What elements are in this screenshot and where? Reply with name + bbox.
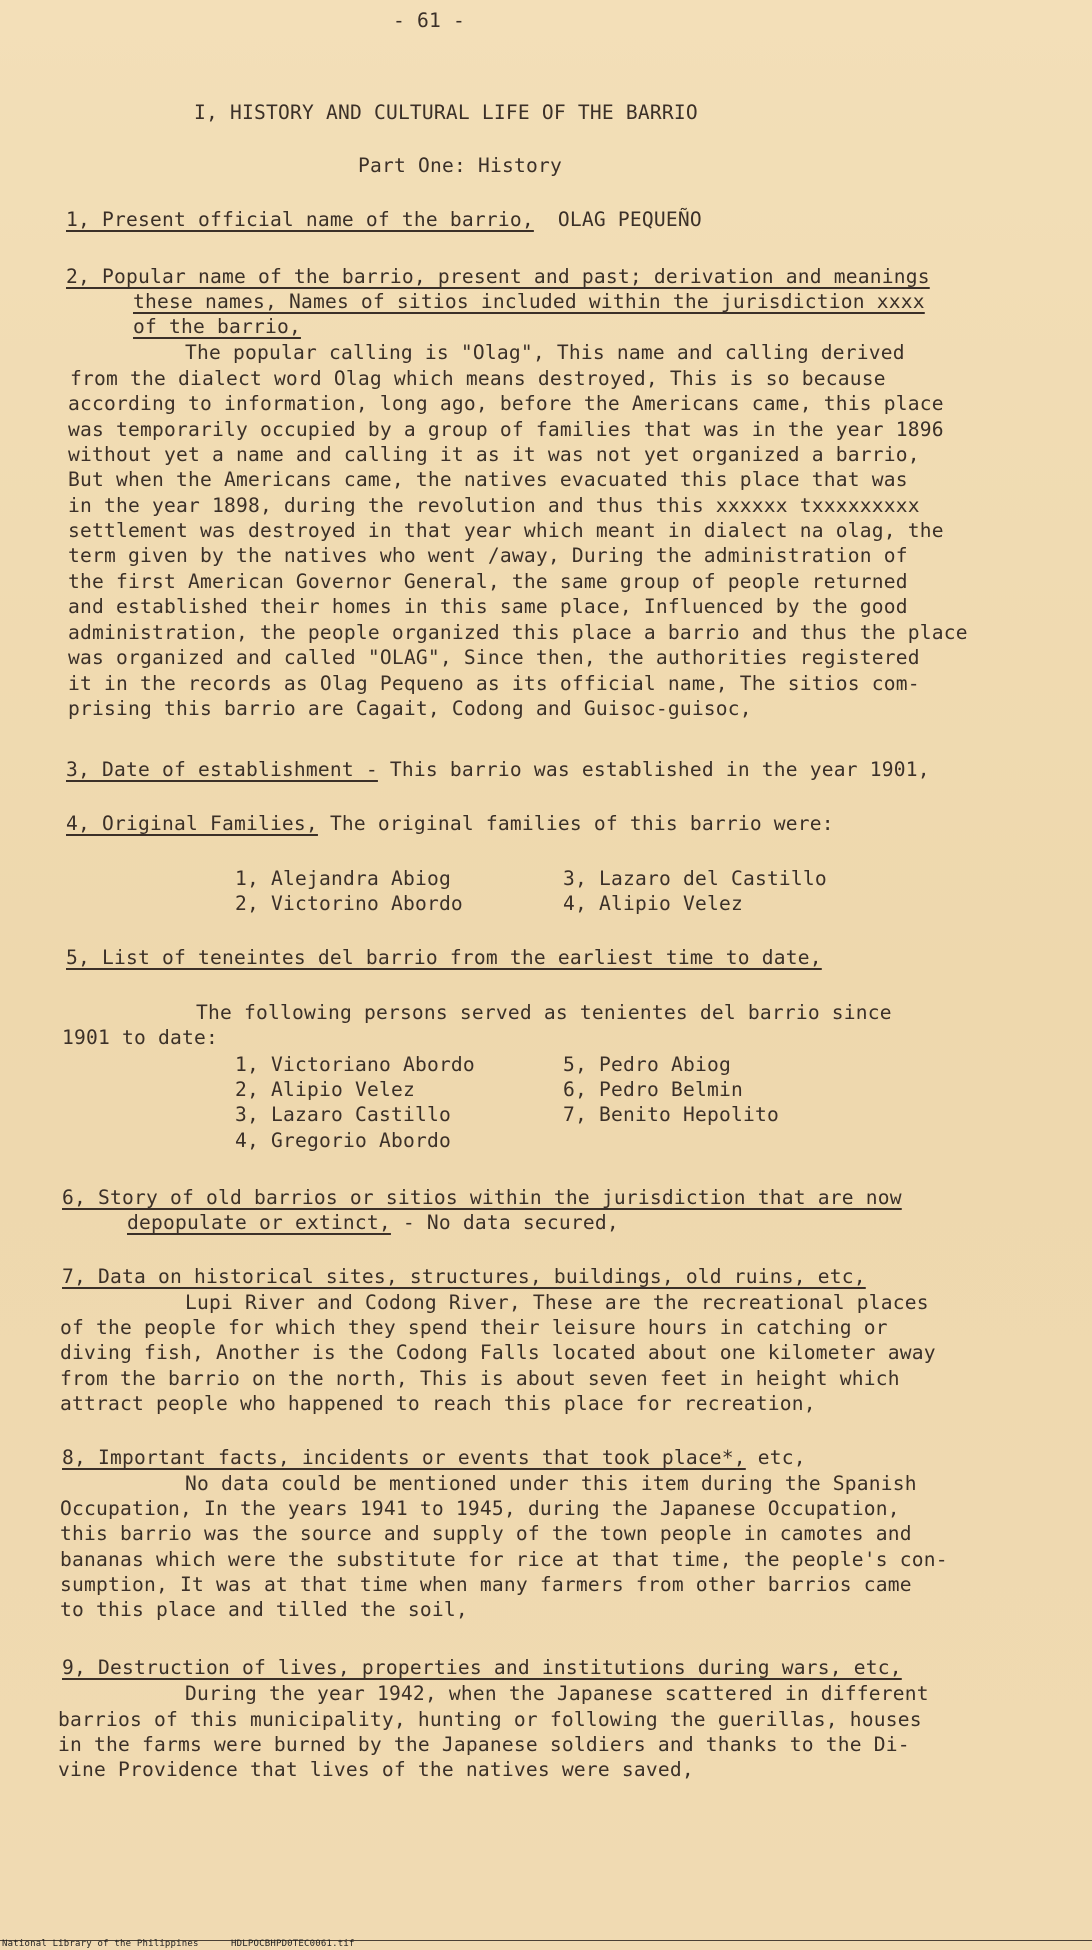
body-line: vine Providence that lives of the natives were saved, (58, 1758, 694, 1781)
item8-line (62, 1445, 806, 1471)
family-item: 2, Victorino Abordo (235, 892, 463, 915)
body-line: bananas which were the substitute for rice at that time, the people's con- (60, 1548, 948, 1571)
body-line: settlement was destroyed in that year which meant in dialect na olag, the (68, 519, 944, 542)
body-line: Lupi River and Codong River, These are the recreational places (185, 1291, 929, 1314)
body-line: The following persons served as tenientes del barrio since (196, 1001, 892, 1024)
body-line: administration, the people organized this place a barrio and thus the place (68, 621, 968, 644)
teniente-item: 4, Gregorio Abordo (235, 1129, 451, 1152)
page-number: - 61 - (393, 9, 465, 32)
body-line: the first American Governor General, the same group of people returned (68, 570, 908, 593)
item6-heading-cont: depopulate or extinct, (127, 1211, 391, 1234)
family-item: 3, Lazaro del Castillo (563, 867, 827, 890)
official-name: OLAG PEQUEÑO (557, 208, 702, 231)
body-line: from the dialect word Olag which means destroyed, This is so because (70, 367, 886, 390)
body-line: But when the Americans came, the natives evacuated this place that was (68, 468, 908, 491)
body-line: in the farms were burned by the Japanese soldiers and thanks to the Di- (58, 1733, 910, 1756)
main-title: I, HISTORY AND CULTURAL LIFE OF THE BARRIO (194, 101, 698, 124)
item2-heading-line: these names, Names of sitios included within the jurisdiction xxxx (133, 290, 925, 313)
item4-line (66, 811, 834, 837)
item4-text: The original families of this barrio were: (329, 812, 834, 835)
item3-heading: 3, Date of establishment - (66, 758, 378, 781)
item2-heading-line: 2, Popular name of the barrio, present and past; derivation and meanings (66, 265, 930, 288)
body-line: prising this barrio are Cagait, Codong and Guisoc-guisoc, (68, 697, 752, 720)
body-line: of the people for which they spend their leisure hours in catching or (60, 1316, 888, 1339)
teniente-item: 2, Alipio Velez (235, 1078, 415, 1101)
body-line: Occupation, In the years 1941 to 1945, during the Japanese Occupation, (60, 1497, 900, 1520)
part-title: Part One: History (358, 154, 562, 177)
body-line: attract people who happened to reach this place for recreation, (60, 1392, 816, 1415)
body-line: was temporarily occupied by a group of families that was in the year 1896 (68, 418, 944, 441)
family-item: 1, Alejandra Abiog (235, 867, 451, 890)
item8-heading-suffix: etc, (745, 1446, 806, 1469)
item5-heading: 5, List of teneintes del barrio from the earliest time to date, (66, 946, 822, 969)
body-line: During the year 1942, when the Japanese scattered in different (185, 1682, 929, 1705)
item9-heading: 9, Destruction of lives, properties and institutions during wars, etc, (62, 1656, 902, 1679)
item3-text: This barrio was established in the year 1901, (389, 758, 930, 781)
body-line: without yet a name and calling it as it was not yet organized a barrio, (68, 443, 920, 466)
teniente-item: 1, Victoriano Abordo (235, 1053, 475, 1076)
item1-heading: 1, Present official name of the barrio, (66, 208, 534, 231)
item7-heading: 7, Data on historical sites, structures, buildings, old ruins, etc, (62, 1265, 866, 1288)
item1-line (66, 207, 702, 233)
teniente-item: 6, Pedro Belmin (563, 1078, 743, 1101)
item6-heading: 6, Story of old barrios or sitios within the jurisdiction that are now (62, 1186, 902, 1209)
item8-heading: 8, Important facts, incidents or events that took place*, (62, 1446, 746, 1469)
item4-heading: 4, Original Families, (66, 812, 318, 835)
item6-text: - No data secured, (390, 1211, 619, 1234)
teniente-item: 7, Benito Hepolito (563, 1103, 779, 1126)
footer-right: HDLPOCBHPD0TEC0061.tif (231, 1939, 355, 1949)
body-line: diving fish, Another is the Codong Falls located about one kilometer away (60, 1341, 936, 1364)
body-line: this barrio was the source and supply of the town people in camotes and (60, 1522, 912, 1545)
body-line: term given by the natives who went /away, During the administration of (68, 544, 908, 567)
body-line: in the year 1898, during the revolution and thus this xxxxxx txxxxxxxxx (68, 494, 920, 517)
item6-line2 (127, 1210, 619, 1236)
item2-heading-line: of the barrio, (133, 315, 301, 338)
body-line: to this place and tilled the soil, (60, 1598, 468, 1621)
footer-left: National Library of the Philippines (2, 1939, 199, 1949)
family-item: 4, Alipio Velez (563, 892, 743, 915)
body-line: barrios of this municipality, hunting or following the guerillas, houses (58, 1708, 922, 1731)
body-line: 1901 to date: (62, 1026, 218, 1049)
item3-line (66, 757, 930, 783)
teniente-item: 5, Pedro Abiog (563, 1053, 731, 1076)
body-line: was organized and called "OLAG", Since then, the authorities registered (68, 646, 920, 669)
body-line: sumption, It was at that time when many farmers from other barrios came (60, 1573, 912, 1596)
body-line: according to information, long ago, before the Americans came, this place (68, 392, 944, 415)
body-line: The popular calling is "Olag", This name and calling derived (185, 341, 905, 364)
body-line: No data could be mentioned under this item during the Spanish (185, 1472, 917, 1495)
body-line: it in the records as Olag Pequeno as its official name, The sitios com- (68, 672, 920, 695)
teniente-item: 3, Lazaro Castillo (235, 1103, 451, 1126)
body-line: from the barrio on the north, This is about seven feet in height which (60, 1367, 900, 1390)
body-line: and established their homes in this same place, Influenced by the good (68, 595, 908, 618)
